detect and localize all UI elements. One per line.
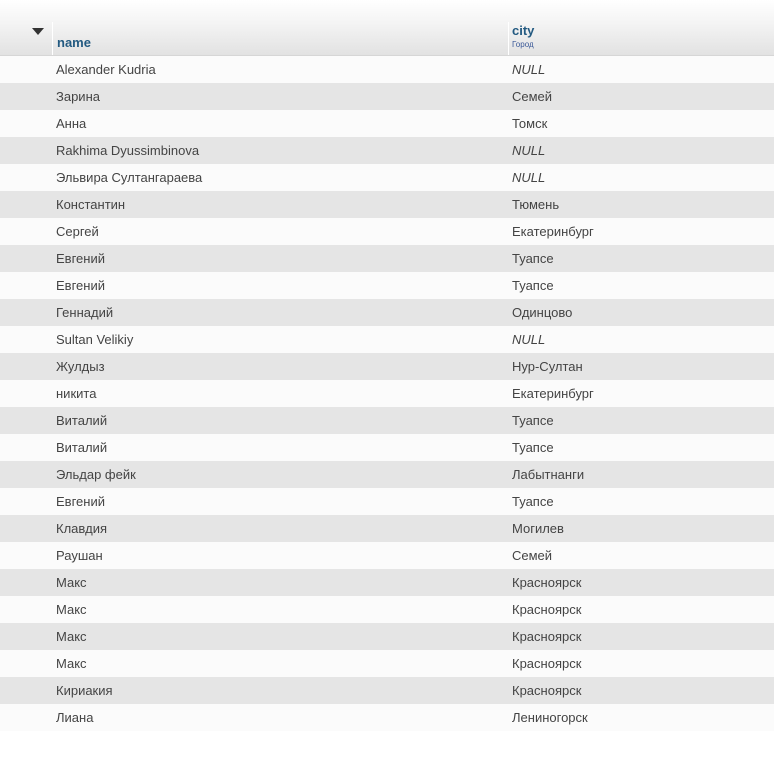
cell-city: Томск	[512, 116, 548, 131]
cell-name: Сергей	[56, 224, 99, 239]
cell-city: NULL	[512, 332, 546, 347]
table-row[interactable]	[0, 110, 774, 137]
cell-city: Нур-Султан	[512, 359, 583, 374]
cell-name: Зарина	[56, 89, 100, 104]
cell-city: Могилев	[512, 521, 564, 536]
cell-name: Лиана	[56, 710, 94, 725]
cell-name: Евгений	[56, 494, 105, 509]
cell-name: Эльдар фейк	[56, 467, 136, 482]
table-row[interactable]	[0, 650, 774, 677]
column-divider	[52, 22, 53, 55]
table-row[interactable]	[0, 245, 774, 272]
table-row[interactable]	[0, 326, 774, 353]
cell-city: Туапсе	[512, 494, 554, 509]
table-row[interactable]	[0, 56, 774, 83]
cell-name: Макс	[56, 575, 87, 590]
cell-name: Макс	[56, 656, 87, 671]
cell-city: Семей	[512, 548, 553, 563]
cell-name: Клавдия	[56, 521, 108, 536]
sort-toggle-icon[interactable]	[32, 28, 44, 35]
cell-city: Туапсе	[512, 440, 554, 455]
table-row[interactable]	[0, 164, 774, 191]
table-row[interactable]	[0, 677, 774, 704]
cell-city: Тюмень	[512, 197, 560, 212]
cell-name: Виталий	[56, 440, 108, 455]
table-row[interactable]	[0, 191, 774, 218]
cell-city: Красноярск	[512, 629, 582, 644]
cell-city: Екатеринбург	[512, 224, 594, 239]
cell-city: NULL	[512, 62, 546, 77]
table-row[interactable]	[0, 623, 774, 650]
cell-name: Раушан	[56, 548, 103, 563]
column-header-name[interactable]: name	[57, 35, 91, 50]
cell-city: Красноярск	[512, 683, 582, 698]
column-divider	[508, 22, 509, 55]
table-row[interactable]	[0, 461, 774, 488]
table-row[interactable]	[0, 596, 774, 623]
cell-city: Лениногорск	[512, 710, 588, 725]
cell-name: Эльвира Султангараева	[56, 170, 203, 185]
cell-city: Красноярск	[512, 602, 582, 617]
cell-name: Евгений	[56, 251, 105, 266]
cell-name: Виталий	[56, 413, 108, 428]
table-row[interactable]	[0, 353, 774, 380]
cell-name: Rakhima Dyussimbinova	[56, 143, 200, 158]
table-row[interactable]	[0, 515, 774, 542]
cell-city: Екатеринбург	[512, 386, 594, 401]
cell-name: Макс	[56, 602, 87, 617]
table-body	[0, 56, 774, 731]
cell-city: NULL	[512, 170, 546, 185]
cell-name: никита	[56, 386, 97, 401]
cell-city: NULL	[512, 143, 546, 158]
cell-city: Туапсе	[512, 413, 554, 428]
cell-name: Макс	[56, 629, 87, 644]
table-row[interactable]	[0, 137, 774, 164]
cell-name: Sultan Velikiy	[56, 332, 134, 347]
cell-city: Красноярск	[512, 656, 582, 671]
cell-city: Туапсе	[512, 251, 554, 266]
cell-city: Красноярск	[512, 575, 582, 590]
cell-name: Жулдыз	[56, 359, 105, 374]
cell-name: Геннадий	[56, 305, 114, 320]
table-row[interactable]	[0, 407, 774, 434]
table-row[interactable]	[0, 704, 774, 731]
column-header-city[interactable]: city	[512, 23, 535, 38]
table-row[interactable]	[0, 542, 774, 569]
cell-city: Туапсе	[512, 278, 554, 293]
table-row[interactable]	[0, 434, 774, 461]
column-comment-city: Город	[512, 40, 534, 49]
table-row[interactable]	[0, 380, 774, 407]
table-row[interactable]	[0, 272, 774, 299]
table-row[interactable]	[0, 83, 774, 110]
cell-name: Кириакия	[56, 683, 113, 698]
table-row[interactable]	[0, 299, 774, 326]
table-row[interactable]	[0, 569, 774, 596]
cell-name: Евгений	[56, 278, 105, 293]
table-row[interactable]	[0, 488, 774, 515]
cell-city: Лабытнанги	[512, 467, 585, 482]
table-row[interactable]	[0, 218, 774, 245]
cell-name: Alexander Kudria	[56, 62, 156, 77]
cell-name: Константин	[56, 197, 126, 212]
table-header	[0, 0, 774, 56]
cell-name: Анна	[56, 116, 87, 131]
cell-city: Одинцово	[512, 305, 573, 320]
cell-city: Семей	[512, 89, 553, 104]
